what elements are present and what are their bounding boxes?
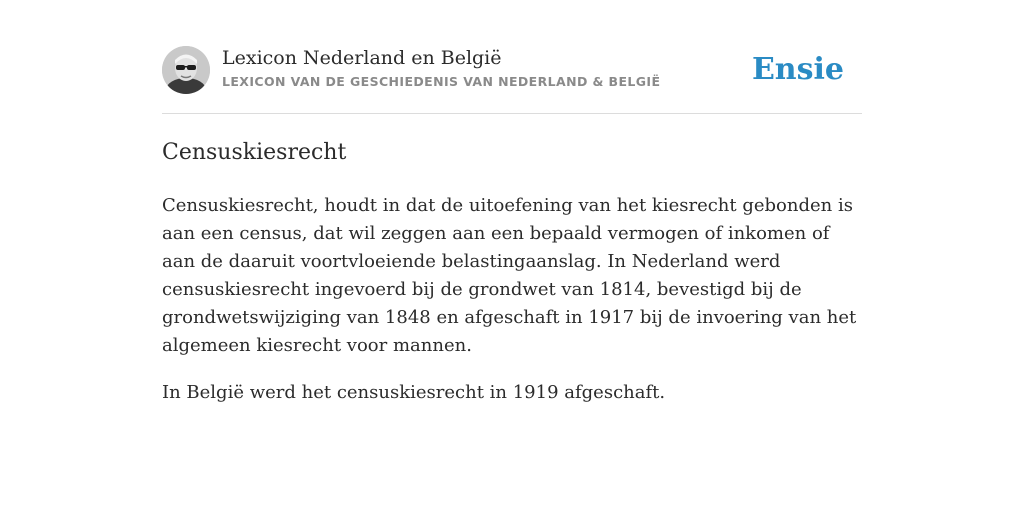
author-portrait-icon	[162, 46, 210, 94]
author-avatar[interactable]	[162, 46, 210, 94]
publication-subtitle: LEXICON VAN DE GESCHIEDENIS VAN NEDERLAND & BELGIË	[222, 74, 661, 89]
article-paragraph: In België werd het censuskiesrecht in 1919 afgeschaft.	[162, 382, 666, 403]
article-paragraph: Censuskiesrecht, houdt in dat de uitoefening van het kiesrecht gebonden is aan een census, dat wil zeggen aan een bepaald vermogen of inkomen of aan de daaruit voortvloeiende belastingaanslag. In Nederland werd censuskiesrecht ingevoerd bij de grondwet van 1814, bevestigd bij de grondwetswijziging van 1848 en afgeschaft in 1917 bij de invoering van het algemeen kiesrecht voor mannen.	[162, 195, 857, 356]
article	[162, 137, 862, 407]
publication-title[interactable]: Lexicon Nederland en België	[222, 47, 502, 69]
ensie-logo-link[interactable]: Ensie	[751, 52, 844, 87]
publication-header	[162, 46, 862, 114]
article-body	[162, 192, 862, 407]
article-title: Censuskiesrecht	[162, 140, 347, 165]
